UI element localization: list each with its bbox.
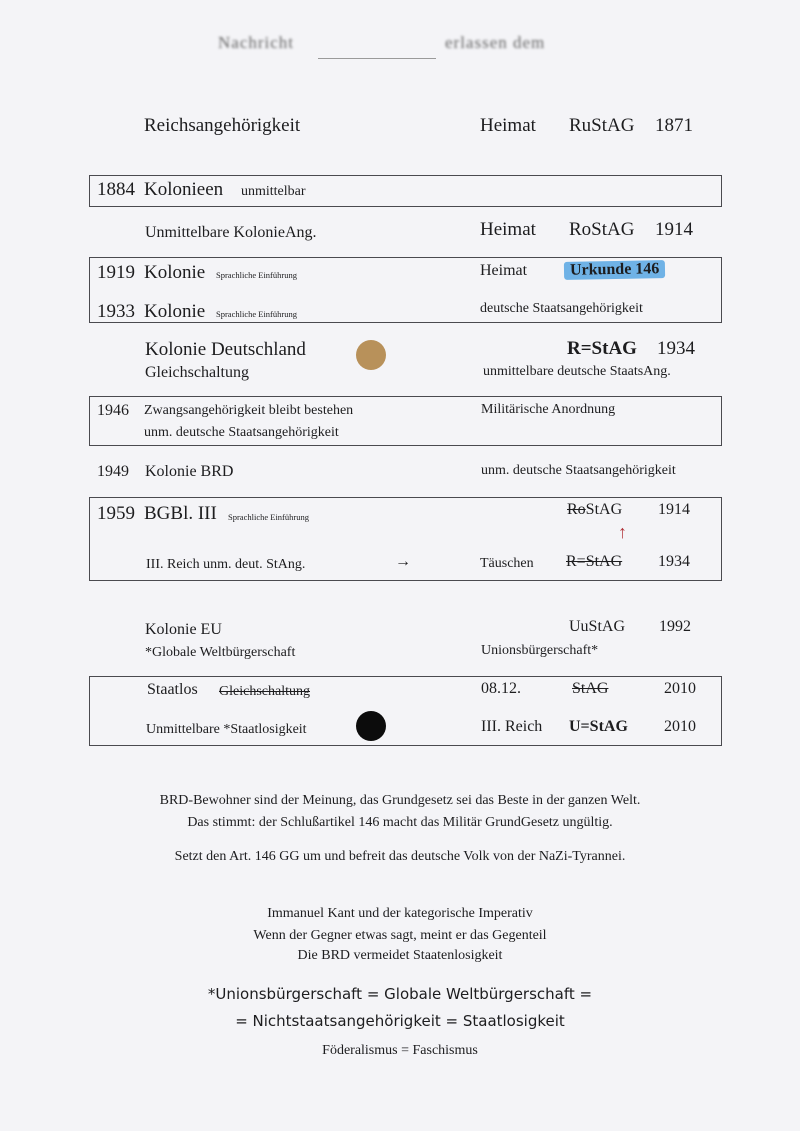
year-1959: 1959 [97, 503, 135, 524]
year-1934-b: 1934 [658, 553, 690, 570]
year-1946: 1946 [97, 402, 129, 419]
heimat-1919: Heimat [480, 262, 528, 279]
taeuschen: Täuschen [480, 556, 534, 571]
year-1992: 1992 [659, 618, 691, 635]
header-underline [318, 58, 436, 59]
iii-reich-unm: III. Reich unm. deut. StAng. [146, 557, 306, 572]
year-1934: 1934 [657, 338, 695, 359]
header-blurred-right: erlassen dem [445, 33, 546, 52]
u-stag-label: U=StAG [569, 718, 628, 735]
kant-line-3: Die BRD vermeidet Staatenlosigkeit [297, 948, 503, 963]
gleichschaltung-label: Gleichschaltung [145, 364, 249, 381]
gold-dot [356, 340, 386, 370]
gleichschaltung-strike: Gleichschaltung [219, 684, 310, 699]
year-1933: 1933 [97, 301, 135, 322]
kolonie-1919: Kolonie [144, 262, 206, 283]
kolonie-1933: Kolonie [144, 301, 206, 322]
paragraph-art-146: Setzt den Art. 146 GG um und befreit das deutsche Volk von der NaZi-Tyrannei. [174, 849, 626, 864]
unmittelbare-deutsche-staatsang: unmittelbare deutsche StaatsAng. [483, 364, 671, 379]
note-1959: Sprachliche Einführung [228, 512, 309, 522]
year-1871: 1871 [655, 115, 693, 136]
handwritten-line-2: = Nichtstaatsangehörigkeit = Staatlosigkeit [235, 1012, 565, 1030]
header-blurred-left: Nachricht [218, 33, 295, 52]
kolonie-brd: Kolonie BRD [145, 463, 234, 480]
box-2010 [89, 676, 722, 746]
year-1884: 1884 [97, 179, 135, 200]
kolonieen-label: Kolonieen [144, 179, 224, 200]
handwritten-line-1: *Unionsbürgerschaft = Globale Weltbürgerschaft = [207, 985, 593, 1003]
unm-deutsche-staatsangehoerigkeit: unm. deutsche Staatsangehörigkeit [144, 425, 339, 440]
rustag-label: RuStAG [569, 115, 635, 136]
kolonieang-label: Unmittelbare KolonieAng. [145, 224, 317, 241]
militaerische-anordnung: Militärische Anordnung [481, 402, 616, 417]
bgbl-iii: BGBl. III [144, 503, 217, 524]
kant-line-1: Immanuel Kant und der kategorische Imperativ [267, 906, 533, 921]
year-2010-a: 2010 [664, 680, 696, 697]
paragraph-das-stimmt: Das stimmt: der Schlußartikel 146 macht das Militär GrundGesetz ungültig. [187, 815, 613, 830]
foederalismus-line: Föderalismus = Faschismus [322, 1043, 478, 1058]
box-1919-1933 [89, 257, 722, 323]
kant-line-2: Wenn der Gegner etwas sagt, meint er das Gegenteil [253, 928, 547, 943]
uustag-label: UuStAG [569, 618, 626, 635]
urkunde-146-highlight: Urkunde 146 [564, 260, 666, 280]
arrow-up-icon: ↑ [618, 522, 627, 542]
stag-strike: StAG [572, 680, 609, 697]
r-stag-strike: R=StAG [566, 553, 623, 570]
black-dot [356, 711, 386, 741]
unmittelbare-staatlosigkeit: Unmittelbare *Staatlosigkeit [146, 722, 307, 737]
year-1949: 1949 [97, 463, 129, 480]
arrow-right-icon: → [395, 553, 411, 570]
kolonie-deutschland: Kolonie Deutschland [145, 339, 306, 360]
year-1919: 1919 [97, 262, 135, 283]
box-1959 [89, 497, 722, 581]
box-1946 [89, 396, 722, 446]
date-0812: 08.12. [481, 680, 521, 697]
rostag-label: RoStAG [569, 219, 635, 240]
heimat-label-2: Heimat [480, 219, 536, 240]
stag-suffix: StAG [585, 501, 623, 518]
paragraph-brd-bewohner: BRD-Bewohner sind der Meinung, das Grundgesetz sei das Beste in der ganzen Welt. [159, 793, 641, 808]
unm-deutsche-staatsangehoerigkeit-1949: unm. deutsche Staatsangehörigkeit [481, 463, 676, 478]
staatlos-label: Staatlos [147, 681, 198, 698]
iii-reich-label: III. Reich [481, 718, 543, 735]
r-stag-1934-label: R=StAG [567, 338, 637, 359]
note-1919: Sprachliche Einführung [216, 270, 297, 280]
zwangsangehoerigkeit: Zwangsangehörigkeit bleibt bestehen [144, 403, 354, 418]
note-1933: Sprachliche Einführung [216, 309, 297, 319]
kolonie-eu: Kolonie EU [145, 621, 222, 638]
box-1884 [89, 175, 722, 207]
year-2010-b: 2010 [664, 718, 696, 735]
year-1914: 1914 [655, 219, 693, 240]
ro-strike-prefix: Ro [567, 501, 586, 518]
heimat-label: Heimat [480, 115, 536, 136]
rostag-strike [567, 501, 622, 519]
reichsangehoerigkeit-label: Reichsangehörigkeit [144, 115, 301, 136]
globale-weltbuergerschaft: *Globale Weltbürgerschaft [145, 645, 296, 660]
unionsbuergerschaft: Unionsbürgerschaft* [481, 643, 599, 658]
unmittelbar-note: unmittelbar [241, 184, 306, 199]
year-1914-b: 1914 [658, 501, 690, 518]
deutsche-staatsangehoerigkeit: deutsche Staatsangehörigkeit [480, 301, 643, 316]
